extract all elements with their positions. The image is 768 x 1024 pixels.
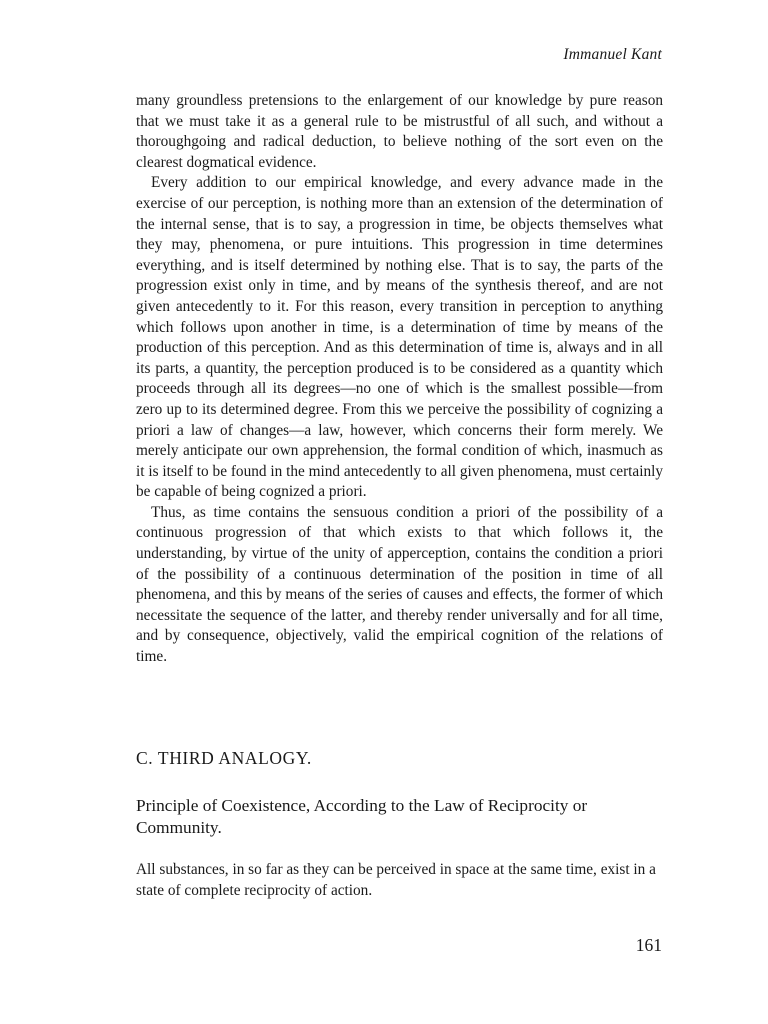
- page-number: 161: [635, 935, 662, 955]
- running-head: Immanuel Kant: [563, 46, 662, 63]
- paragraph-continuation: many groundless pretensions to the enlargement of our knowledge by pure reason that we must take it as a general rule to be mistrustful of all such, and without a thoroughgoing and radical deduction, to believe nothing of the sort even on the clearest dogmatical evidence.: [136, 92, 663, 171]
- body-text: [136, 91, 663, 668]
- paragraph-time-condition: Thus, as time contains the sensuous condition a priori of the possibility of a continuous progression of that which exists to that which follows it, the understanding, by virtue of the unity of apperception, contains the condition a priori of the possibility of a continuous determination of the position in time of all phenomena, and this by means of the series of causes and effects, the former of which necessitate the sequence of the latter, and thereby render universally and for all time, and by consequence, objectively, valid the empirical cognition of the relations of time.: [136, 503, 663, 666]
- section-subheading: Principle of Coexistence, According to the Law of Reciprocity or Community.: [136, 796, 588, 837]
- paragraph-empirical-knowledge: Every addition to our empirical knowledge, and every advance made in the exercise of our perception, is nothing more than an extension of the determination of the internal sense, that is to say, a progression in time, be objects themselves what they may, phenomena, or pure intuitions. This progression in time determines everything, and is itself determined by nothing else. That is to say, the parts of the progression exist only in time, and by means of the synthesis thereof, and are not given antecedently to it. For this reason, every transition in perception to anything which follows upon another in time, is a determination of time by means of the production of this perception. And as this determination of time is, always and in all its parts, a quantity, the perception produced is to be considered as a quantity which proceeds through all its degrees—no one of which is the smallest possible—from zero up to its determined degree. From this we perceive the possibility of cognizing a priori a law of changes—a law, however, which concerns their form merely. We merely anticipate our own apprehension, the formal condition of which, inasmuch as it is itself to be found in the mind antecedently to all given phenomena, must certainly be capable of being cognized a priori.: [136, 174, 663, 501]
- section-heading: C. THIRD ANALOGY.: [136, 748, 312, 768]
- principle-statement: All substances, in so far as they can be perceived in space at the same time, exist in a state of complete reciprocity of action.: [136, 861, 656, 899]
